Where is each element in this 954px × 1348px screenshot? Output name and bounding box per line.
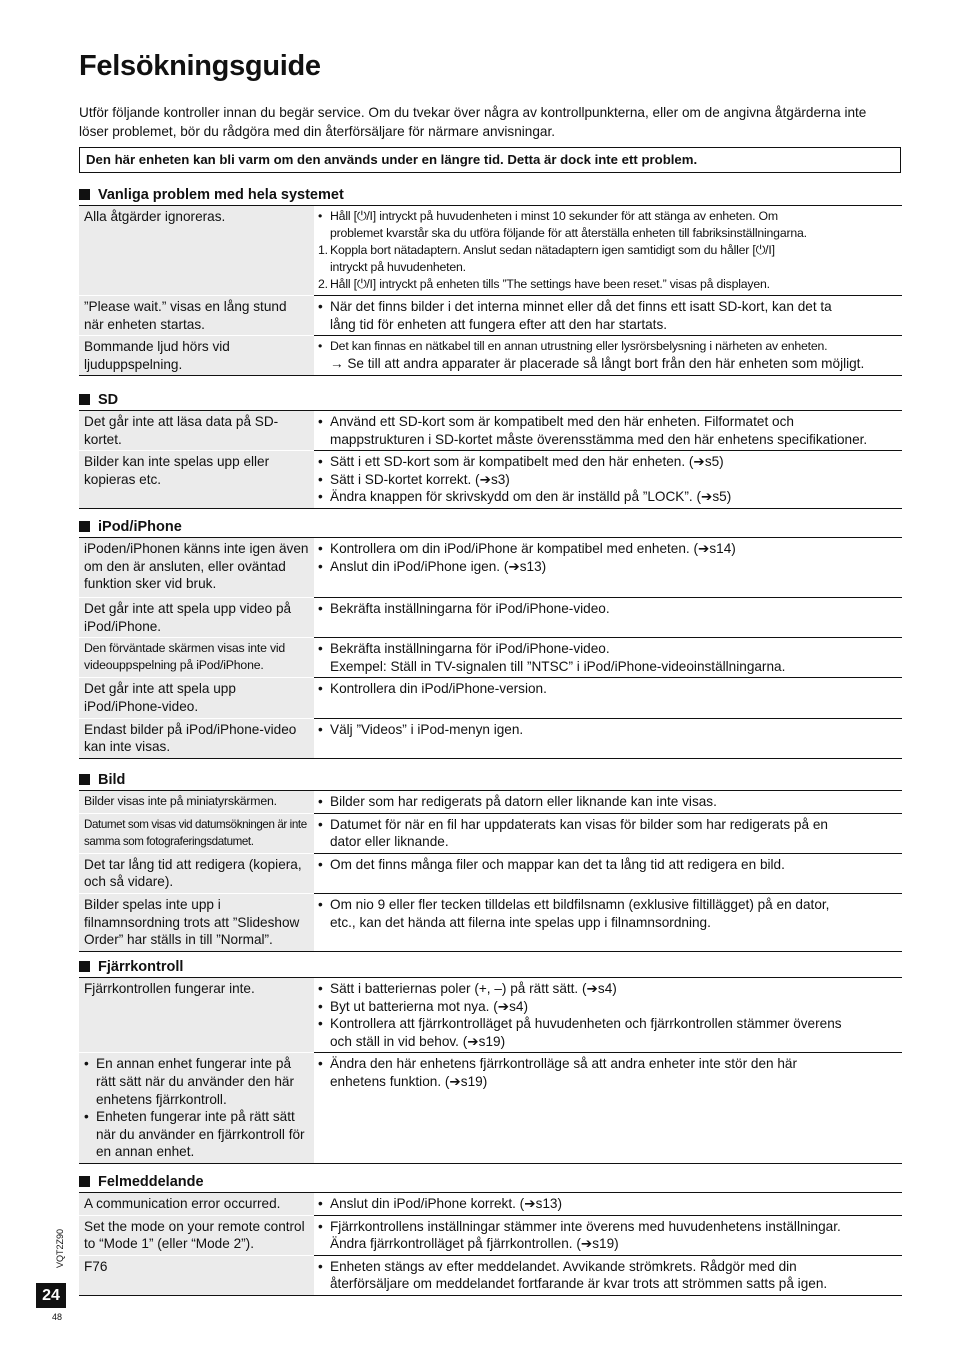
table-row — [79, 638, 902, 678]
solution-cell: • Välj ”Videos” i iPod-menyn igen. — [318, 721, 524, 737]
problem-cell: Bilder visas inte på miniatyrskärmen. — [79, 791, 314, 814]
problem-cell: Den förväntade skärmen visas inte vid videouppspelning på iPod/iPhone. — [79, 638, 314, 678]
trouble-table — [79, 410, 902, 509]
section-remote — [79, 956, 902, 1164]
solution-cell: • Bekräfta inställningarna för iPod/iPhone-video. — [314, 598, 902, 638]
table-row — [79, 598, 902, 638]
section-errors — [79, 1171, 902, 1296]
table-row — [79, 813, 902, 853]
problem-cell: Bilder kan inte spelas upp eller kopieras etc. — [79, 451, 314, 509]
square-bullet-icon — [79, 774, 90, 785]
table-row — [79, 296, 902, 336]
solution-cell: • Enheten stängs av efter meddelandet. Avvikande strömkrets. Rådgör med din återförsäljare om meddelandet fortfarande är kvar trots att strömmen satts på igen. — [318, 1258, 828, 1292]
problem-cell: • En annan enhet fungerar inte på rätt sätt när du använder den här enhetens fjärrkontroll. • Enheten fungerar inte på rätt sätt när du använder en fjärrkontroll för en annan enhet. — [79, 1053, 314, 1164]
table-row — [79, 1053, 902, 1164]
warm-notice-box: Den här enheten kan bli varm om den används under en längre tid. Detta är dock inte ett problem. — [79, 147, 901, 173]
square-bullet-icon — [79, 189, 90, 200]
problem-cell: Det går inte att spela upp video på iPod/iPhone. — [79, 598, 314, 638]
solution-cell: • Sätt i ett SD-kort som är kompatibelt med den här enheten. (➔s5) • Sätt i SD-kortet korrekt. (➔s3) • Ändra knappen för skrivskydd om den är inställd på ”LOCK”. (➔s5) — [318, 454, 732, 505]
trouble-table — [79, 790, 902, 952]
square-bullet-icon — [79, 521, 90, 532]
table-row — [79, 451, 902, 509]
section-general — [79, 184, 902, 376]
table-row — [79, 1255, 902, 1295]
section-ipod — [79, 516, 902, 759]
solution-cell: • Ändra den här enhetens fjärrkontrolläge så att andra enheter inte stör den här enhetens funktion. (➔s19) — [318, 1056, 798, 1089]
solution-cell: • Håll [⏻/I] intryckt på huvudenheten i minst 10 sekunder för att stänga av enheten. Om problemet kvarstår ska du utföra följande för att återställa enheten till fabriksinställningarna. 1. Koppla bort nätadaptern. Anslut sedan nätadaptern igen samtidigt som du håller [⏻/I] intryckt på huvudenheten. 2. Håll [⏻/I] intryckt på enheten tills ”The settings have been reset.” visas på displayen. — [314, 206, 902, 296]
solution-cell: • När det finns bilder i det interna minnet eller då det finns ett isatt SD-kort, kan det ta lång tid för enheten att fungera efter att den har startats. — [314, 296, 902, 336]
trouble-table — [79, 537, 902, 759]
section-heading: SD — [79, 389, 902, 410]
table-row — [79, 718, 902, 758]
table-row — [79, 678, 902, 718]
problem-cell: iPoden/iPhonen känns inte igen även om den är ansluten, eller oväntad funktion sker vid bruk. — [79, 538, 314, 598]
table-row — [79, 1193, 902, 1216]
section-bild — [79, 769, 902, 952]
table-row — [79, 791, 902, 814]
square-bullet-icon — [79, 394, 90, 405]
problem-cell: Set the mode on your remote control to “Mode 1” (eller “Mode 2”). — [79, 1215, 314, 1255]
problem-cell: Endast bilder på iPod/iPhone-video kan inte visas. — [79, 718, 314, 758]
problem-cell: Bommande ljud hörs vid ljuduppspelning. — [79, 336, 314, 376]
problem-cell: Bilder spelas inte upp i filnamnsordning trots att ”Slideshow Order” har ställs in till ”Normal”. — [79, 893, 314, 951]
solution-cell: • Sätt i batteriernas poler (+, –) på rätt sätt. (➔s4) • Byt ut batterierna mot nya. (➔s4) • Kontrollera att fjärrkontrolläget på huvudenheten och fjärrkontrollen stämmer överens och ställ in vid behov. (➔s19) — [314, 978, 902, 1053]
problem-cell: Det går inte att läsa data på SD-kortet. — [79, 411, 314, 451]
solution-cell: • Bekräfta inställningarna för iPod/iPhone-video. Exempel: Ställ in TV-signalen till ”NTSC” i iPod/iPhone-videoinställningarna. — [314, 638, 902, 678]
table-row — [79, 336, 902, 376]
solution-cell: • Det kan finnas en nätkabel till en annan utrustning eller lysrörsbelysning i närheten av enheten. → Se till att andra apparater är placerade så långt bort från den här enheten som möjligt. — [318, 339, 865, 372]
table-row — [79, 853, 902, 893]
problem-cell: ”Please wait.” visas en lång stund när enheten startas. — [79, 296, 314, 336]
section-heading: Felmeddelande — [79, 1171, 902, 1192]
table-row — [79, 411, 902, 451]
square-bullet-icon — [79, 1176, 90, 1187]
solution-cell: • Fjärrkontrollens inställningar stämmer inte överens med huvudenhetens inställningar. Ändra fjärrkontrolläget på fjärrkontrollen. (➔s19) — [314, 1215, 902, 1255]
problem-cell: Det går inte att spela upp iPod/iPhone-video. — [79, 678, 314, 718]
page-number: 24 — [36, 1283, 66, 1308]
solution-cell: • Kontrollera din iPod/iPhone-version. — [314, 678, 902, 718]
section-heading: iPod/iPhone — [79, 516, 902, 537]
problem-cell: Det tar lång tid att redigera (kopiera, och så vidare). — [79, 853, 314, 893]
trouble-table — [79, 205, 902, 376]
intro-text: Utför följande kontroller innan du begär service. Om du tvekar över några av kontrollpunkterna, eller om de angivna åtgärderna inte löser problemet, bör du rådgöra med din återförsäljare för närmare anvisningar. — [79, 105, 867, 139]
solution-cell: • Om det finns många filer och mappar kan det ta lång tid att redigera en bild. — [314, 853, 902, 893]
solution-cell: • Datumet för när en fil har uppdaterats kan visas för bilder som har redigerats på en dator eller liknande. — [314, 813, 902, 853]
solution-cell: • Använd ett SD-kort som är kompatibelt med den här enheten. Filformatet och mappstrukturen i SD-kortet måste överensstämma med den här enhetens specifikationer. — [314, 411, 902, 451]
page-title: Felsökningsguide — [79, 50, 321, 82]
problem-cell: Alla åtgärder ignoreras. — [79, 206, 314, 296]
trouble-table — [79, 1192, 902, 1296]
problem-cell: A communication error occurred. — [79, 1193, 314, 1216]
problem-cell: F76 — [79, 1255, 314, 1295]
solution-cell: • Kontrollera om din iPod/iPhone är kompatibel med enheten. (➔s14) • Anslut din iPod/iPhone igen. (➔s13) — [314, 538, 902, 598]
page-sub-number: 48 — [52, 1312, 63, 1322]
section-heading: Bild — [79, 769, 902, 790]
problem-cell: Fjärrkontrollen fungerar inte. — [79, 978, 314, 1053]
solution-cell: • Om nio 9 eller fler tecken tilldelas ett bildfilsnamn (exklusive filtillägget) på en dator, etc., kan det hända att filerna inte spelas upp i filnamnsordning. — [318, 896, 830, 930]
square-bullet-icon — [79, 961, 90, 972]
trouble-table — [79, 977, 902, 1164]
table-row — [79, 1215, 902, 1255]
section-heading: Vanliga problem med hela systemet — [79, 184, 902, 205]
section-sd — [79, 389, 902, 509]
table-row — [79, 206, 902, 296]
problem-cell: Datumet som visas vid datumsökningen är inte samma som fotograferingsdatumet. — [79, 813, 314, 853]
document-code: VQT2Z90 — [55, 1228, 65, 1268]
table-row — [79, 893, 902, 951]
table-row — [79, 538, 902, 598]
solution-cell: • Anslut din iPod/iPhone korrekt. (➔s13) — [314, 1193, 902, 1216]
table-row — [79, 978, 902, 1053]
section-heading: Fjärrkontroll — [79, 956, 902, 977]
solution-cell: • Bilder som har redigerats på datorn eller liknande kan inte visas. — [314, 791, 902, 814]
